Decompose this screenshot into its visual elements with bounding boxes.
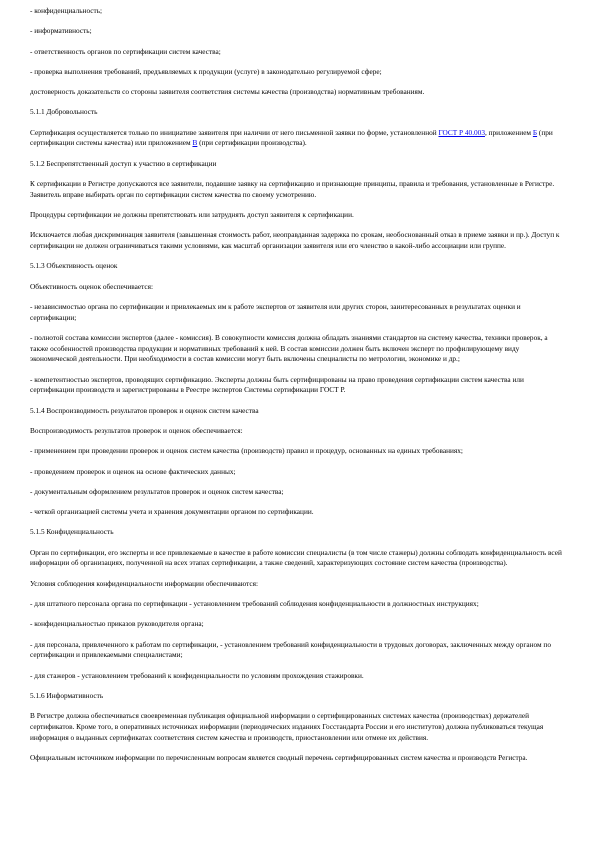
- paragraph: - применением при проведении проверок и оценок систем качества (производств) правил и процедур, основанных на единых требованиях;: [30, 446, 463, 456]
- paragraph: - документальным оформлением результатов проверок и оценок систем качества;: [30, 486, 284, 496]
- document-body: [30, 6, 565, 764]
- paragraph: - независимостью органа по сертификации и привлекаемых им к работе экспертов от заявителя или других сторон, заинтересованных в результатах оценки и сертификации;: [30, 301, 521, 322]
- paragraph: достоверность доказательств со стороны заявителя соответствия системы качества (производства) нормативным требованиям.: [30, 87, 425, 97]
- document-reference-link[interactable]: В: [192, 138, 198, 148]
- paragraph: Условия соблюдения конфиденциальности информации обеспечиваются:: [30, 578, 258, 588]
- paragraph: - конфиденциальность;: [30, 6, 103, 15]
- paragraph: - компетентностью экспертов, проводящих сертификацию. Эксперты должны быть сертифицированы на право проведения сертификации систем качества или сертификации производств и зарегистрированы в Реестре экспертов Системы сертификации ГОСТ Р.: [30, 374, 524, 395]
- paragraph: Исключается любая дискриминация заявителя (завышенная стоимость работ, неоправданная задержка по срокам, необоснованный отказ в приеме заявки и пр.). Доступ к сертификации не должен ограничиваться такими условиями, как масштаб организации заявителя или его членство в какой-либо ассоциации или группе.: [30, 230, 560, 251]
- section-heading: 5.1.3 Объективность оценок: [30, 261, 118, 271]
- paragraph: - четкой организацией системы учета и хранения документации органом по сертификации.: [30, 507, 314, 517]
- paragraph: - информативность;: [30, 26, 92, 36]
- paragraph: Официальным источником информации по перечисленным вопросам является сводный перечень сертифицированных систем качества и производств Регистра.: [30, 752, 528, 762]
- paragraph-text: , приложением: [484, 127, 533, 137]
- document-reference-link[interactable]: Б: [532, 127, 538, 137]
- paragraph: - для стажеров - установлением требований к конфиденциальности по условиям прохождения стажировки.: [30, 670, 364, 680]
- paragraph-text: Сертификация осуществляется только по инициативе заявителя при наличии от него письменной заявки по форме, установленной: [30, 127, 439, 137]
- paragraph: Орган по сертификации, его эксперты и все привлекаемые в качестве в работе комиссии специалисты (в том числе стажеры) должны соблюдать конфиденциальность всей информации об организациях, полученной на всех этапах сертификации, а также сведений, характеризующих состояние систем качества (производства).: [30, 547, 562, 568]
- paragraph: - конфиденциальностью приказов руководителя органа;: [30, 619, 204, 629]
- paragraph-text: (при сертификации производства).: [197, 138, 307, 148]
- paragraph: [30, 128, 565, 149]
- paragraph: Воспроизводимость результатов проверок и оценок обеспечивается:: [30, 425, 243, 435]
- paragraph: - полнотой состава комиссии экспертов (далее - комиссия). В совокупности комиссия должна обладать знаниями стандартов на систему качества, техники проверок, а также особенностей производства продукции и нормативных требований к ней. В состав комиссии должен быть включен эксперт по профилирующему виду экономической деятельности. При необходимости в состав комиссии могут быть включены специалисты по метрологии, экономике и др.;: [30, 332, 548, 364]
- paragraph: - ответственность органов по сертификации систем качества;: [30, 46, 221, 56]
- paragraph: Процедуры сертификации не должны препятствовать или затруднять доступ заявителя к сертификации.: [30, 210, 354, 220]
- section-heading: 5.1.4 Воспроизводимость результатов проверок и оценок систем качества: [30, 405, 259, 415]
- paragraph: В Регистре должна обеспечиваться своевременная публикация официальной информации о сертифицированных системах качества (производствах) держателей сертификатов. Кроме того, в оперативных источниках информации (периодических изданиях Госстандарта России и его институтов) должна публиковаться текущая информация о выданных сертификатах соответствия систем качества и производств, приостановлении или отмене их действия.: [30, 711, 544, 742]
- section-heading: 5.1.1 Добровольность: [30, 107, 98, 117]
- paragraph: Объективность оценок обеспечивается:: [30, 281, 154, 291]
- paragraph: - для персонала, привлеченного к работам по сертификации, - установлением требований конфиденциальности в трудовых договорах, заключенных между органом по сертификации и привлекаемыми специалистами;: [30, 639, 551, 660]
- document-reference-link[interactable]: ГОСТ Р 40.003: [438, 127, 485, 137]
- section-heading: 5.1.5 Конфиденциальность: [30, 527, 114, 537]
- paragraph: - проведением проверок и оценок на основе фактических данных;: [30, 466, 236, 476]
- paragraph-text: (при сертификации системы качества) или приложением: [30, 127, 553, 148]
- paragraph: - для штатного персонала органа по сертификации - установлением требований соблюдения конфиденциальности в должностных инструкциях;: [30, 599, 479, 609]
- paragraph: К сертификации в Регистре допускаются все заявители, подавшие заявку на сертификацию и признающие принципы, правила и требования, установленные в Регистре. Заявитель вправе выбирать орган по сертификации систем качества по своему усмотрению.: [30, 179, 555, 199]
- paragraph: - проверка выполнения требований, предъявляемых к продукции (услуге) в законодательно регулируемой сфере;: [30, 66, 382, 76]
- section-heading: 5.1.2 Беспрепятственный доступ к участию в сертификации: [30, 158, 217, 168]
- section-heading: 5.1.6 Информативность: [30, 690, 104, 700]
